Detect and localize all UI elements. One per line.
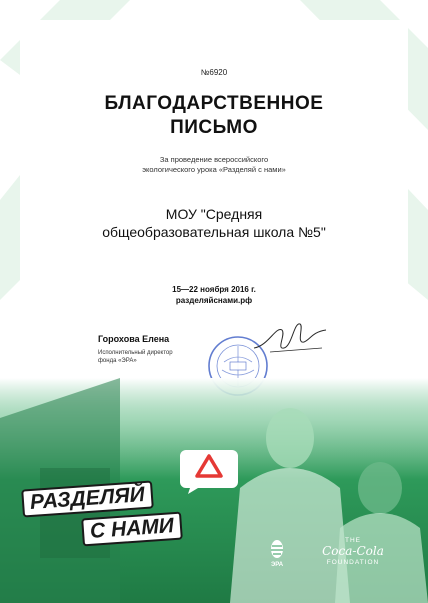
event-dates: 15—22 ноября 2016 г.: [172, 285, 256, 294]
reason-line-1: За проведение всероссийского: [159, 155, 269, 164]
org-line-1: МОУ "Средняя: [165, 206, 263, 222]
campaign-logo: [22, 485, 182, 543]
cola-foundation: FOUNDATION: [326, 559, 380, 566]
certificate-number: №6920: [200, 68, 228, 77]
signature-scribble: [250, 318, 330, 360]
reason-line-2: экологического урока «Разделяй с нами»: [142, 165, 286, 174]
coca-cola-foundation-logo: [318, 536, 388, 567]
event-details: [0, 284, 428, 306]
recycle-logo-icon: [178, 444, 240, 494]
pinecone-icon: [266, 538, 288, 560]
signer-role-line-1: Исполнительный директор: [98, 350, 173, 356]
campaign-line-2: С НАМИ: [81, 512, 183, 547]
signer-name: Горохова Елена: [98, 334, 170, 344]
event-website: разделяйснами.рф: [175, 296, 253, 305]
cola-brand: Coca-Cola: [322, 544, 384, 558]
cola-the: THE: [345, 537, 361, 544]
certificate-reason: [0, 155, 428, 175]
campaign-line-1: РАЗДЕЛЯЙ: [21, 480, 153, 517]
certificate-title: [0, 92, 428, 140]
signer-role: [98, 349, 188, 365]
title-line-2: ПИСЬМО: [170, 117, 258, 138]
org-line-2: общеобразовательная школа №5": [102, 224, 326, 240]
era-logo: [262, 538, 292, 568]
signer-role-line-2: фонда «ЭРА»: [98, 358, 137, 364]
title-line-1: БЛАГОДАРСТВЕННОЕ: [104, 93, 324, 114]
recipient-organization: [0, 205, 428, 241]
era-label: ЭРА: [270, 562, 284, 568]
